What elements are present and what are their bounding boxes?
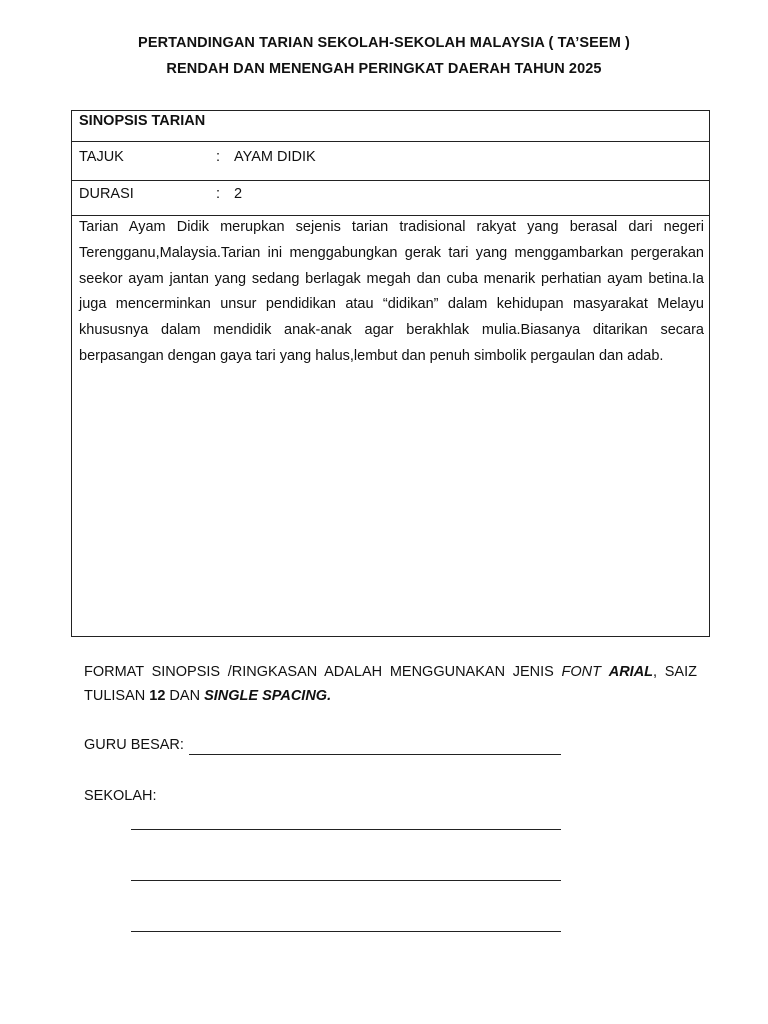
format-note-arial-word: ARIAL — [608, 664, 654, 680]
tajuk-value: AYAM DIDIK — [234, 149, 316, 165]
synopsis-form-table — [71, 110, 710, 637]
format-note-part-1: FORMAT SINOPSIS /RINGKASAN ADALAH MENGGUNAKAN JENIS — [84, 664, 562, 680]
sekolah-line-2[interactable] — [131, 880, 561, 881]
format-note-spacing-word: SINGLE SPACING. — [204, 688, 332, 704]
tajuk-colon: : — [216, 149, 221, 165]
format-note-part-3: DAN — [165, 688, 205, 704]
section-title-row — [72, 111, 709, 142]
format-note-font-word: FONT — [561, 664, 602, 680]
format-note-size-value: 12 — [149, 688, 166, 704]
format-note-space — [601, 664, 609, 680]
tajuk-row — [72, 142, 709, 181]
format-note-part-2: , SAIZ TULISAN — [84, 664, 697, 704]
durasi-row — [72, 181, 709, 216]
durasi-label: DURASI — [79, 186, 134, 202]
tajuk-label: TAJUK — [79, 149, 124, 165]
section-title: SINOPSIS TARIAN — [79, 113, 206, 129]
guru-besar-label: GURU BESAR: — [84, 737, 184, 753]
sekolah-line-1[interactable] — [131, 829, 561, 830]
form-title-line-1: PERTANDINGAN TARIAN SEKOLAH-SEKOLAH MALAYSIA ( TA’SEEM ) — [138, 35, 630, 51]
sekolah-line-3[interactable] — [131, 931, 561, 932]
synopsis-text: Tarian Ayam Didik merupkan sejenis tarian tradisional rakyat yang berasal dari negeri Terengganu,Malaysia.Tarian ini menggabungkan gerak tari yang menggambarkan pergerakan seekor ayam jantan yang sedang berlagak megah dan cuba menarik perhatian ayam betina.Ia juga mencerminkan unsur pendidikan atau “didikan” dalam kehidupan masyarakat Melayu khususnya dalam mendidik anak-anak agar berakhlak mulia.Biasanya ditarikan secara berpasangan dengan gaya tari yang halus,lembut dan penuh simbolik pergaulan dan adab. — [79, 219, 704, 364]
guru-besar-signature-line[interactable] — [189, 754, 561, 755]
form-title-line-2: RENDAH DAN MENENGAH PERINGKAT DAERAH TAHUN 2025 — [166, 61, 602, 77]
durasi-colon: : — [216, 186, 221, 202]
durasi-value: 2 — [234, 186, 243, 202]
sekolah-label: SEKOLAH: — [84, 788, 157, 804]
format-note — [84, 660, 697, 708]
